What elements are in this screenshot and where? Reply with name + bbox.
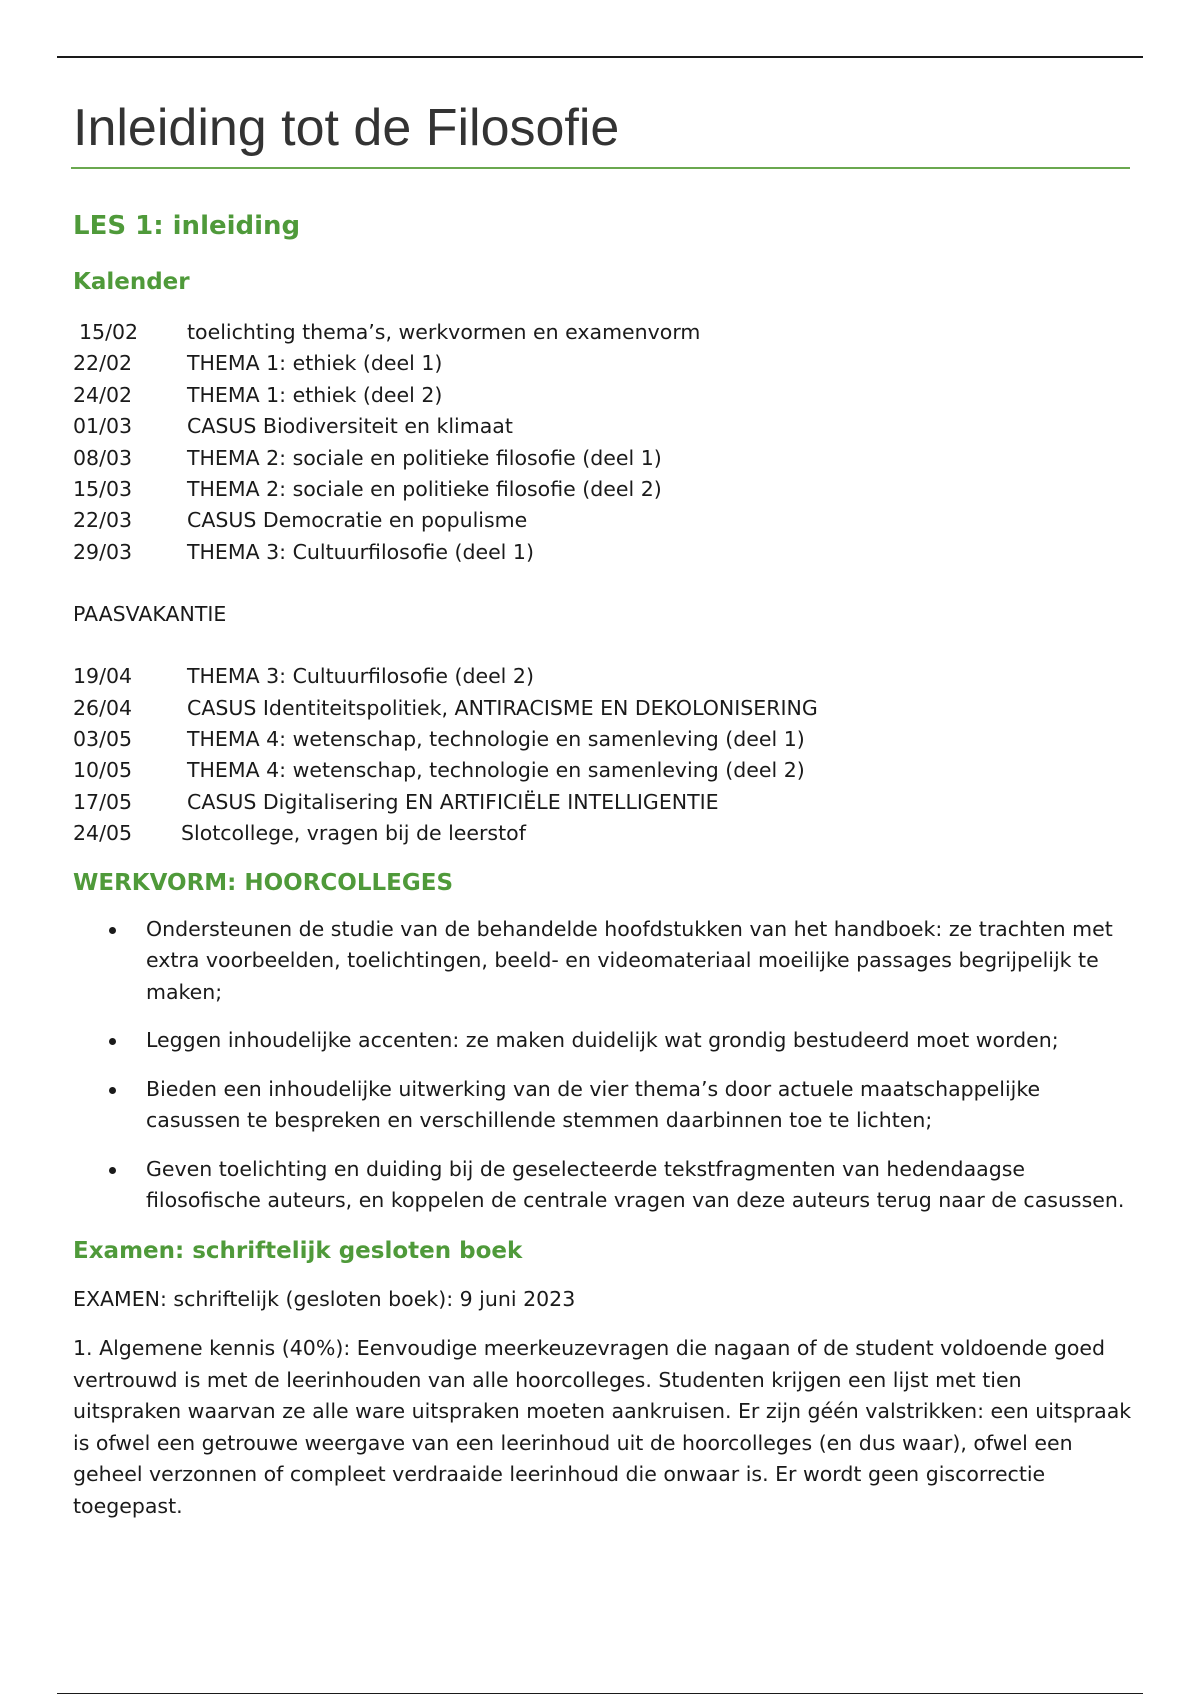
calendar-row — [73, 537, 1133, 568]
calendar-entry: CASUS Biodiversiteit en klimaat — [187, 414, 513, 439]
list-item — [73, 914, 1133, 1009]
calendar-row — [73, 818, 1133, 849]
werkvorm-bullet-list — [73, 914, 1133, 1217]
calendar-date: 26/04 — [73, 695, 133, 720]
calendar-date: 24/02 — [73, 382, 133, 407]
page-top-rule — [57, 56, 1143, 58]
calendar-entry: THEMA 2: sociale en politieke filosofie (deel 2) — [187, 477, 662, 502]
calendar-date: 08/03 — [73, 445, 133, 470]
calendar-entry: CASUS Identiteitspolitiek, ANTIRACISME EN DEKOLONISERING — [187, 695, 818, 720]
calendar-date: 01/03 — [73, 414, 133, 439]
calendar-row — [73, 693, 1133, 724]
calendar-entry: THEMA 2: sociale en politieke filosofie (deel 1) — [187, 445, 662, 470]
calendar-row — [73, 505, 1133, 536]
calendar-row — [73, 380, 1133, 411]
bullet-icon — [109, 1038, 116, 1045]
calendar-entry: Slotcollege, vragen bij de leerstof — [181, 821, 526, 846]
examen-paragraph: 1. Algemene kennis (40%): Eenvoudige meerkeuzevragen die nagaan of de student voldoende goed vertrouwd is met de leerinhouden van alle hoorcolleges. Studenten krijgen een lijst met tien uitspraken waarvan ze alle ware uitspraken moeten aankruisen. Er zijn géén valstrikken: een uitspraak is ofwel een getrouwe weergave van een leerinhoud uit de hoorcolleges (en dus waar), ofwel een geheel verzonnen of compleet verdraaide leerinhoud die onwaar is. Er wordt geen giscorrectie toegepast. — [73, 1336, 1132, 1518]
document-body — [73, 92, 1133, 1522]
calendar-row — [73, 661, 1133, 692]
calendar-date: 22/02 — [73, 351, 133, 376]
calendar-row — [73, 348, 1133, 379]
calendar-heading: Kalender — [73, 269, 190, 295]
calendar-entry: CASUS Digitalisering EN ARTIFICIËLE INTELLIGENTIE — [187, 789, 719, 814]
document-title: Inleiding tot de Filosofie — [73, 99, 620, 157]
bullet-text: Bieden een inhoudelijke uitwerking van de vier thema’s door actuele maatschappelijke casussen te bespreken en verschillende stemmen daarbinnen toe te lichten; — [146, 1076, 1041, 1133]
calendar-list-part2 — [73, 661, 1133, 849]
calendar-date: 24/05 — [73, 821, 133, 846]
calendar-row — [73, 411, 1133, 442]
calendar-date: 15/03 — [73, 477, 133, 502]
calendar-list-part1 — [73, 317, 1133, 568]
examen-date-line: EXAMEN: schriftelijk (gesloten boek): 9 juni 2023 — [73, 1286, 576, 1311]
break-label: PAASVAKANTIE — [73, 602, 227, 627]
calendar-date: 29/03 — [73, 539, 133, 564]
list-item — [73, 1025, 1133, 1057]
calendar-date: 03/05 — [73, 727, 133, 752]
bullet-text: Leggen inhoudelijke accenten: ze maken duidelijk wat grondig bestudeerd moet worden; — [146, 1028, 1059, 1053]
calendar-entry: THEMA 4: wetenschap, technologie en samenleving (deel 1) — [187, 727, 805, 752]
calendar-row — [73, 443, 1133, 474]
bullet-icon — [109, 1087, 116, 1094]
bullet-text: Ondersteunen de studie van de behandelde hoofdstukken van het handboek: ze trachten met extra voorbeelden, toelichtingen, beeld- en videomateriaal moeilijke passages begrijpelijk te maken; — [146, 916, 1113, 1004]
page-bottom-rule — [57, 1693, 1143, 1694]
calendar-date: 15/02 — [79, 320, 139, 344]
calendar-row — [73, 724, 1133, 755]
title-underline — [71, 167, 1130, 169]
bullet-text: Geven toelichting en duiding bij de geselecteerde tekstfragmenten van hedendaagse filosofische auteurs, en koppelen de centrale vragen van deze auteurs terug naar de casussen. — [146, 1156, 1125, 1213]
calendar-date: 17/05 — [73, 789, 133, 814]
bullet-icon — [109, 1167, 116, 1174]
lesson-heading: LES 1: inleiding — [73, 211, 301, 241]
list-item — [73, 1074, 1133, 1137]
calendar-row — [73, 474, 1133, 505]
calendar-date: 19/04 — [73, 664, 133, 689]
calendar-entry: THEMA 1: ethiek (deel 1) — [187, 351, 443, 376]
calendar-entry: THEMA 4: wetenschap, technologie en samenleving (deel 2) — [187, 758, 805, 783]
calendar-row — [73, 317, 1133, 348]
list-item — [73, 1154, 1133, 1217]
calendar-entry: THEMA 3: Cultuurfilosofie (deel 2) — [187, 664, 534, 689]
calendar-row — [73, 787, 1133, 818]
werkvorm-heading: WERKVORM: HOORCOLLEGES — [73, 869, 454, 896]
calendar-row — [73, 755, 1133, 786]
calendar-entry: toelichting thema’s, werkvormen en examenvorm — [187, 320, 701, 344]
calendar-entry: CASUS Democratie en populisme — [187, 508, 528, 533]
calendar-date: 10/05 — [73, 758, 133, 783]
calendar-date: 22/03 — [73, 508, 133, 533]
bullet-icon — [109, 927, 116, 934]
calendar-entry: THEMA 1: ethiek (deel 2) — [187, 382, 443, 407]
calendar-entry: THEMA 3: Cultuurfilosofie (deel 1) — [187, 539, 534, 564]
examen-heading: Examen: schriftelijk gesloten boek — [73, 1237, 523, 1264]
